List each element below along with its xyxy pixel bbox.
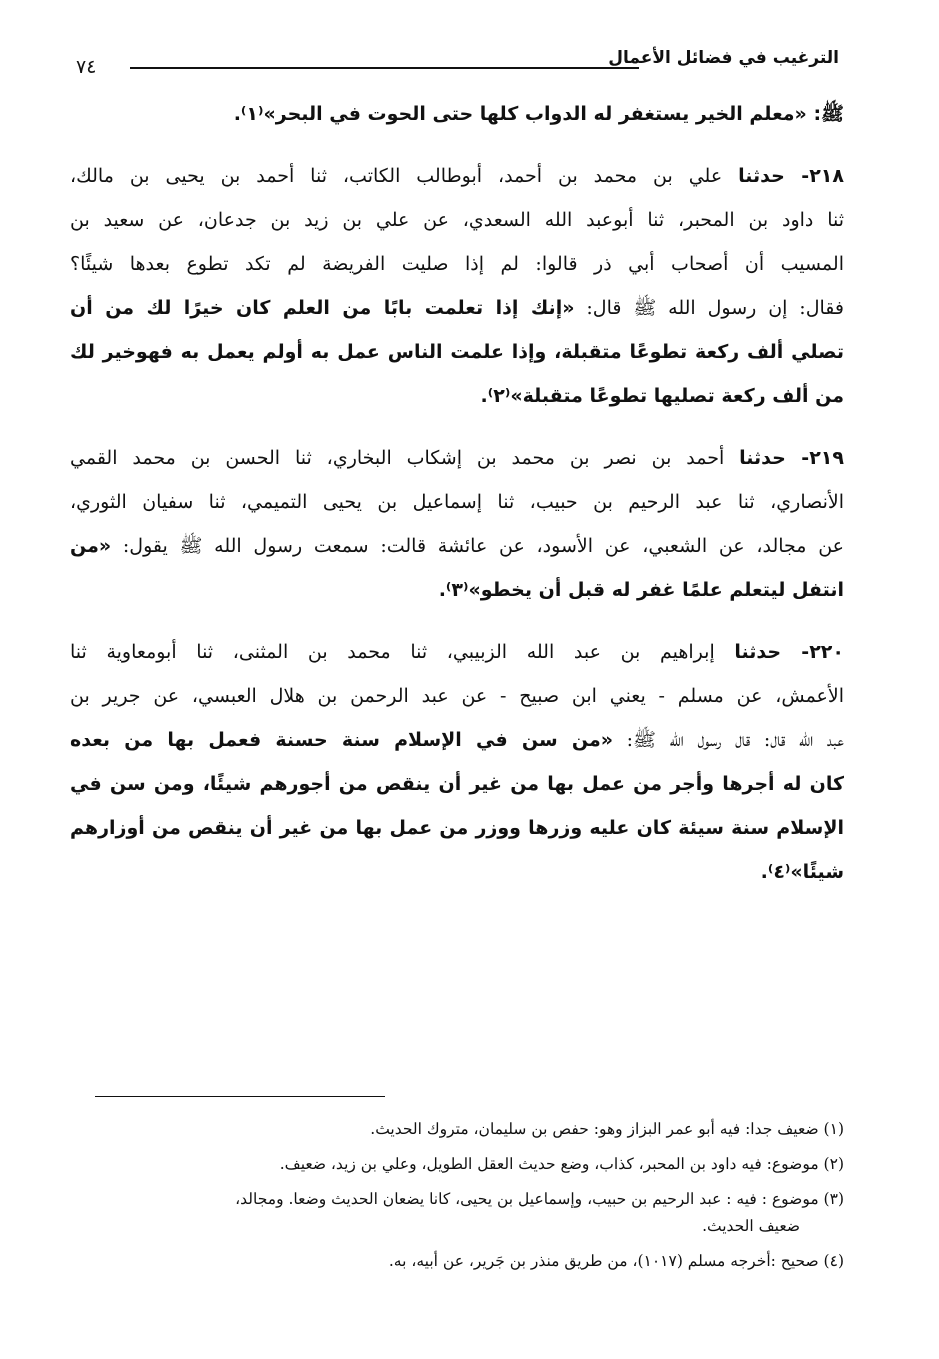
hadith-220-line-2: الأعمش، عن مسلم - يعني ابن صبيح - عن عبد الرحمن بن هلال العبسي، عن جرير بن — [70, 685, 844, 707]
hadith-218-line-4 — [70, 286, 844, 330]
footnote-3-continuation: ضعيف الحديث. — [702, 1217, 800, 1235]
hadith-218-line-6: من ألف ركعة تصليها تطوعًا متقبلة»⁽٢⁾. — [480, 385, 844, 407]
header-rule — [130, 67, 639, 69]
hadith-220-line-4: كان له أجرها وأجر من عمل بها من غير أن ينقص من أجورهم شيئًا، ومن سن في — [70, 773, 844, 795]
hadith-matn: «من سن في الإسلام سنة حسنة فعمل بها من بعده — [70, 729, 613, 751]
paragraph-gap — [70, 136, 844, 154]
hadith-218-line-3: المسيب أن أصحاب أبي ذر قالوا: لم إذا صليت الفريضة لم تكد تطوع بعدها شيئًا؟ — [70, 253, 844, 275]
footnotes — [70, 1116, 844, 1283]
hadith-number: ٢٢٠- حدثنا — [734, 641, 844, 663]
footnote-1: (١) ضعيف جدا: فيه أبو عمر البزاز وهو: حفص بن سليمان، متروك الحديث. — [370, 1120, 844, 1138]
hadith-220-line-3 — [70, 718, 844, 762]
hadith-matn: «من — [70, 535, 112, 557]
footnote-2: (٢) موضوع: فيه داود بن المحبر، كذاب، وضع حديث العقل الطويل، وعلي بن زيد، ضعيف. — [279, 1155, 844, 1173]
narration-text: عبد الله قال: قال رسول الله ﷺ: — [613, 729, 844, 751]
hadith-218-line-1 — [70, 154, 844, 198]
hadith-220-line-5: الإسلام سنة سيئة كان عليه وزرها ووزر من عمل بها من غير أن ينقص من أوزارهم — [70, 817, 844, 839]
hadith-218-line-5: تصلي ألف ركعة تطوعًا متقبلة، وإذا علمت الناس عمل به أولم يعمل به فهوخير لك — [70, 341, 844, 363]
header-title: الترغيب في فضائل الأعمال — [608, 48, 839, 68]
paragraph-gap — [70, 612, 844, 630]
page-number: ٧٤ — [76, 56, 97, 78]
hadith-219-line-4: انتفل ليتعلم علمًا غفر له قبل أن يخطو»⁽٣⁾. — [438, 579, 844, 601]
hadith-219-line-3 — [70, 524, 844, 568]
isnad-text: علي بن محمد بن أحمد، أبوطالب الكاتب، ثنا أحمد بن يحيى بن مالك، — [70, 165, 739, 187]
hadith-220-line-6: شيئًا»⁽٤⁾. — [760, 861, 844, 883]
hadith-218-line-2: ثنا داود بن المحبر، ثنا أبوعبد الله السعدي، عن علي بن زيد بن جدعان، عن سعيد بن — [70, 209, 844, 231]
hadith-number: ٢١٨- حدثنا — [738, 165, 844, 187]
hadith-matn: «إنك إذا تعلمت بابًا من العلم كان خيرًا لك من أن — [70, 297, 575, 319]
hadith-217-tail: ﷺ: «معلم الخير يستغفر له الدواب كلها حتى الحوت في البحر»⁽١⁾. — [233, 103, 844, 125]
footnote-separator — [95, 1096, 385, 1097]
isnad-text: إبراهيم بن عبد الله الزبيبي، ثنا محمد بن المثنى، ثنا أبومعاوية ثنا — [70, 641, 735, 663]
hadith-219-line-1 — [70, 436, 844, 480]
hadith-219-line-2: الأنصاري، ثنا عبد الرحيم بن حبيب، ثنا إسماعيل بن يحيى التميمي، ثنا سفيان الثوري، — [70, 491, 844, 513]
hadith-220-line-1 — [70, 630, 844, 674]
isnad-text: أحمد بن نصر بن محمد بن إشكاب البخاري، ثنا الحسن بن محمد القمي — [70, 447, 740, 469]
paragraph-gap — [70, 418, 844, 436]
hadith-number: ٢١٩- حدثنا — [739, 447, 844, 469]
main-text — [70, 92, 844, 894]
footnote-4: (٤) صحيح :أخرجه مسلم (١٠١٧)، من طريق منذر بن جَرير، عن أبيه، به. — [388, 1252, 844, 1270]
footnote-3-text: (٣) موضوع : فيه : عبد الرحيم بن حبيب، وإسماعيل بن يحيى، كانا يضعان الحديث وضعا. ومجالد، — [235, 1190, 844, 1208]
running-header — [70, 44, 839, 80]
narration-text: فقال: إن رسول الله ﷺ قال: — [574, 297, 844, 319]
footnote-3 — [70, 1186, 844, 1240]
narration-text: عن مجالد، عن الشعبي، عن الأسود، عن عائشة قالت: سمعت رسول الله ﷺ يقول: — [111, 535, 844, 557]
